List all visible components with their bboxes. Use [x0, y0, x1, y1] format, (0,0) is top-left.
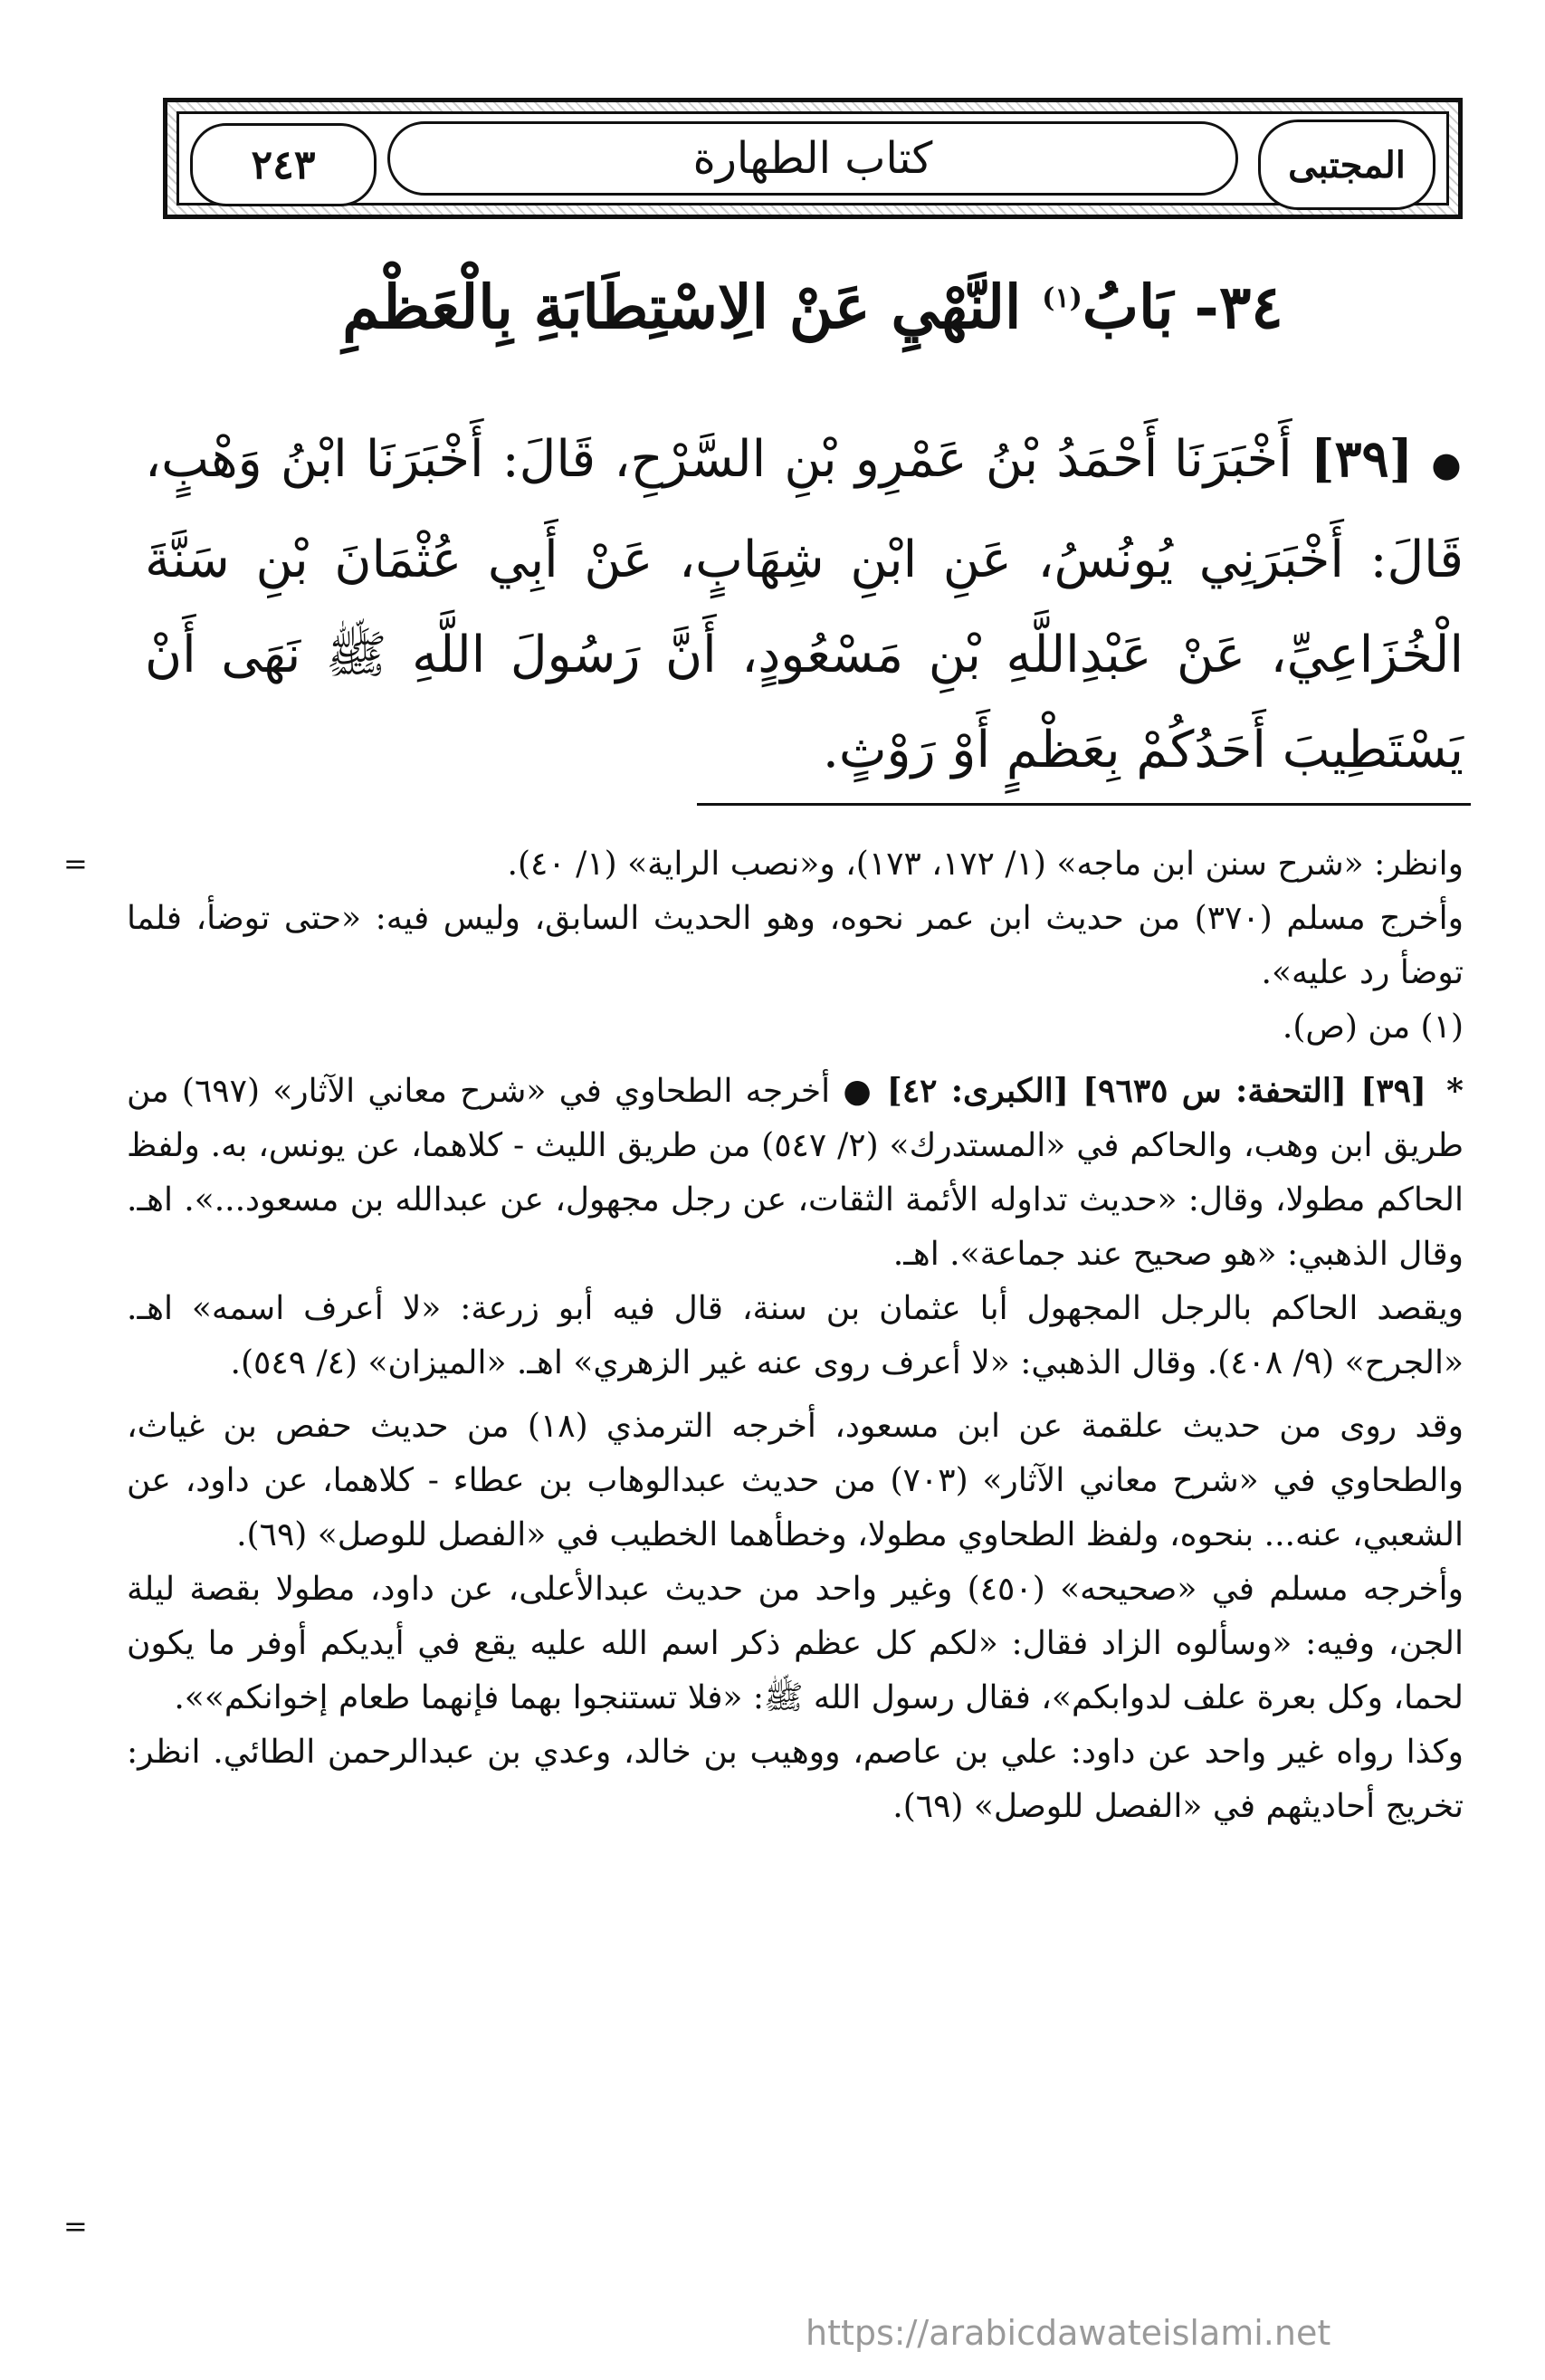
hadith-text: أَخْبَرَنَا أَحْمَدُ بْنُ عَمْرِو بْنِ السَّرْحِ، قَالَ: أَخْبَرَنَا ابْنُ وَهْبٍ، قَالَ: أَخْبَرَنِي يُونُسُ، عَنِ ابْنِ شِهَابٍ، عَنْ أَبِي عُثْمَانَ بْنِ سَنَّةَ الْخُزَاعِيِّ، عَنْ عَبْدِاللَّهِ بْنِ مَسْعُودٍ، أَنَّ رَسُولَ اللَّهِ ﷺ نَهَى أَنْ يَسْتَطِيبَ أَحَدُكُمْ بِعَظْمٍ أَوْ رَوْثٍ.: [145, 430, 1464, 779]
footnote-1: (١) من (ص).: [1282, 1008, 1464, 1046]
hadith-text-block: [145, 412, 1464, 798]
chapter-title-text: النَّهْيِ عَنْ الِاسْتِطَابَةِ بِالْعَظْمِ: [342, 272, 1022, 342]
section-title: كتاب الطهارة: [692, 133, 933, 184]
footnote-line: وأخرج مسلم (٣٧٠) من حديث ابن عمر نحوه، وهو الحديث السابق، وليس فيه: «حتى توضأ، فلما توضأ رد عليه».: [127, 900, 1464, 991]
hadith-bullet: ●: [1431, 444, 1464, 484]
takhrij-paragraph: وأخرجه مسلم في «صحيحه» (٤٥٠) وغير واحد من حديث عبدالأعلى، عن داود، مطولا بقصة ليلة الجن، وفيه: «وسألوه الزاد فقال: «لكم كل عظم ذكر اسم الله عليه يقع في أيديكم أوفر ما يكون لحما، وكل بعرة علف لدوابكم»، فقال رسول الله ﷺ: «فلا تستنجوا بهما فإنهما طعام إخوانكم»».: [127, 1571, 1464, 1716]
takhrij-paragraph: وكذا رواه غير واحد عن داود: علي بن عاصم، ووهيب بن خالد، وعدي بن عبدالرحمن الطائي. انظر: تخريج أحاديثهم في «الفصل للوصل» (٦٩).: [127, 1734, 1464, 1825]
footnote-continuation-mark: =: [63, 846, 88, 881]
watermark-url: https://arabicdawateislami.net: [806, 2313, 1331, 2353]
chapter-number-prefix: ٣٤- بَابُ: [1082, 272, 1283, 342]
book-name-medallion: المجتبى: [1258, 119, 1435, 210]
footnotes: [127, 837, 1464, 1834]
takhrij-header: [127, 1064, 1464, 1282]
page-number: ٢٤٣: [190, 123, 377, 206]
hadith-number: [٣٩]: [1310, 429, 1414, 489]
takhrij-reference: [٣٩] [التحفة: س ٩٦٣٥] [الكبرى: ٤٢]: [886, 1072, 1426, 1110]
reference-bullet: ●: [843, 1072, 874, 1110]
footnote-line: وانظر: «شرح سنن ابن ماجه» (١/ ١٧٢، ١٧٣)، و«نصب الراية» (١/ ٤٠).: [507, 846, 1464, 883]
footnote-divider: [697, 803, 1471, 806]
header-cartouche: [387, 121, 1238, 196]
page-header: [163, 98, 1463, 219]
header-inner-frame: [176, 111, 1449, 206]
chapter-title: [163, 272, 1463, 342]
star-marker: *: [1446, 1072, 1464, 1110]
takhrij-paragraph: أخرجه الطحاوي في «شرح معاني الآثار» (٦٩٧) من طريق ابن وهب، والحاكم في «المستدرك» (٢/ ٥٤٧) من طريق الليث - كلاهما، عن يونس، به. ولفظ الحاكم مطولا، وقال: «حديث تداوله الأئمة الثقات، عن رجل مجهول، عن عبدالله بن مسعود...». اهـ. وقال الذهبي: «هو صحيح عند جماعة». اهـ.: [127, 1073, 1464, 1273]
chapter-footnote-ref: (١): [1042, 282, 1082, 314]
footnote-end-mark: =: [63, 2209, 88, 2243]
takhrij-paragraph: وقد روى من حديث علقمة عن ابن مسعود، أخرجه الترمذي (١٨) من حديث حفص بن غياث، والطحاوي في «شرح معاني الآثار» (٧٠٣) من حديث عبدالوهاب بن عطاء - كلاهما، عن داود، عن الشعبي، عنه... بنحوه، ولفظ الطحاوي مطولا، وخطأهما الخطيب في «الفصل للوصل» (٦٩).: [127, 1408, 1464, 1553]
takhrij-paragraph: ويقصد الحاكم بالرجل المجهول أبا عثمان بن سنة، قال فيه أبو زرعة: «لا أعرف اسمه» اهـ. «الجرح» (٩/ ٤٠٨). وقال الذهبي: «لا أعرف روى عنه غير الزهري» اهـ. «الميزان» (٤/ ٥٤٩).: [127, 1290, 1464, 1381]
